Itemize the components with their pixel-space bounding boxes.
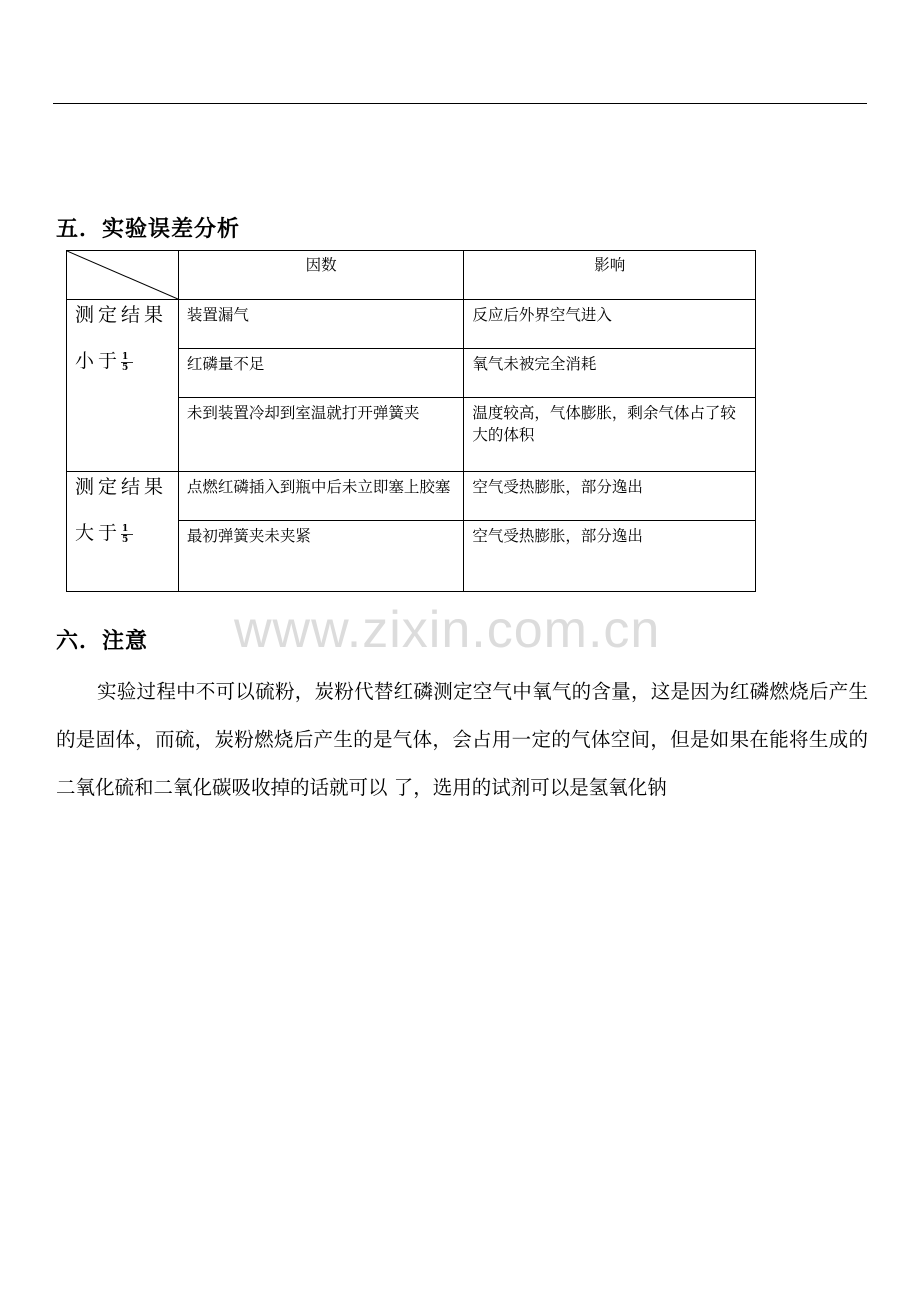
table-header-row (67, 251, 756, 300)
header-effect: 影响 (464, 251, 756, 300)
section-6-heading: 六．注意 (56, 628, 149, 654)
effect-cell: 空气受热膨胀，部分逸出 (464, 472, 756, 521)
fraction-one-fifth (121, 352, 133, 373)
fraction-one-fifth (121, 524, 133, 545)
watermark: www.zixin.com.cn (234, 601, 661, 659)
fraction-numerator: 1 (122, 351, 133, 362)
header-cause: 因数 (178, 251, 464, 300)
table-row (67, 472, 756, 521)
section-5-heading: 五．实验误差分析 (56, 216, 241, 242)
group-label-text: 小于 (75, 350, 122, 372)
table-row (67, 300, 756, 349)
fraction-denominator: 5 (122, 362, 133, 373)
effect-cell: 氧气未被完全消耗 (464, 349, 756, 398)
group-label-text: 大于 (75, 522, 122, 544)
cause-cell: 红磷量不足 (178, 349, 464, 398)
group-label-less (67, 300, 179, 472)
effect-cell: 空气受热膨胀，部分逸出 (464, 521, 756, 592)
group-label-line1: 测定结果 (75, 304, 168, 326)
effect-cell: 反应后外界空气进入 (464, 300, 756, 349)
fraction-numerator: 1 (122, 523, 133, 534)
cause-cell: 最初弹簧夹未夹紧 (178, 521, 464, 592)
error-analysis-table (66, 250, 756, 592)
diagonal-line (67, 251, 178, 299)
group-label-greater (67, 472, 179, 592)
group-label-line1: 测定结果 (75, 476, 168, 498)
cause-cell: 点燃红磷插入到瓶中后未立即塞上胶塞 (178, 472, 464, 521)
effect-cell: 温度较高，气体膨胀，剩余气体占了较大的体积 (464, 398, 756, 472)
cause-cell: 装置漏气 (178, 300, 464, 349)
note-paragraph: 实验过程中不可以硫粉，炭粉代替红磷测定空气中氧气的含量，这是因为红磷燃烧后产生的是固体，而硫，炭粉燃烧后产生的是气体，会占用一定的气体空间，但是如果在能将生成的二氧化硫和二氧化碳吸收掉的话就可以 了，选用的试剂可以是氢氧化钠 (56, 680, 868, 799)
group-label-line2 (75, 350, 170, 373)
group-label-line2 (75, 522, 170, 545)
cause-cell: 未到装置冷却到室温就打开弹簧夹 (178, 398, 464, 472)
header-rule (53, 103, 867, 104)
diagonal-header-cell (67, 251, 179, 300)
fraction-denominator: 5 (122, 534, 133, 545)
